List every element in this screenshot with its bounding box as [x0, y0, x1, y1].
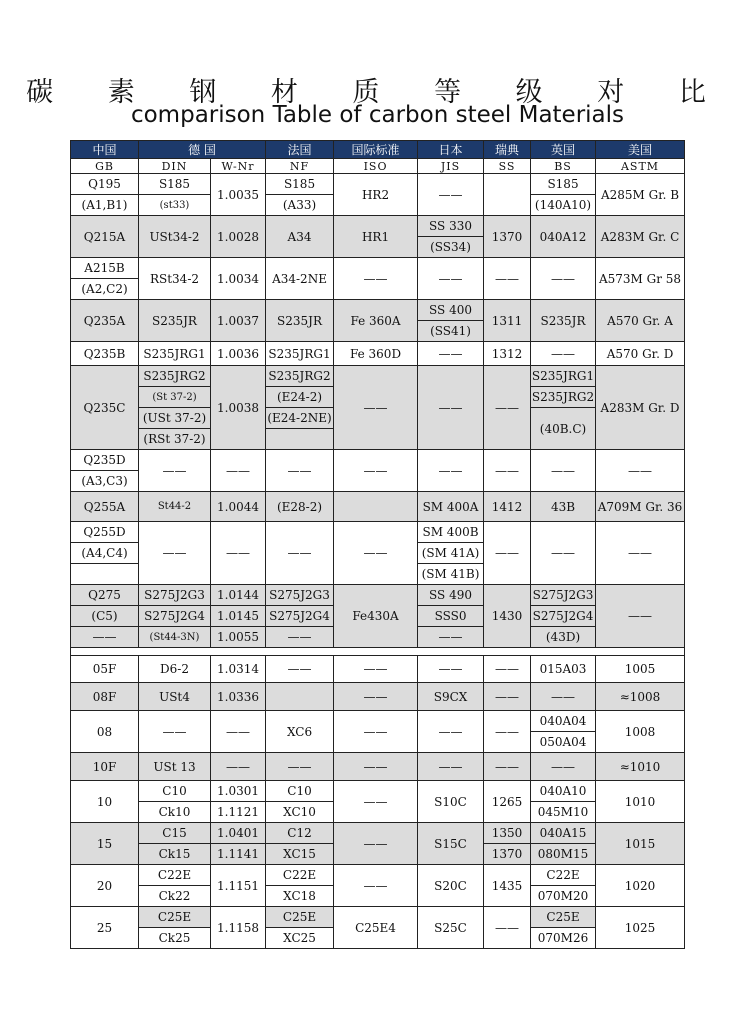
table-cell [71, 564, 139, 585]
table-cell: —— [418, 174, 484, 216]
table-cell: 10F [71, 753, 139, 781]
table-cell: SM 400A [418, 492, 484, 522]
subheader-gb: GB [71, 159, 139, 174]
table-cell: —— [334, 656, 418, 683]
table-cell: 1008 [596, 711, 685, 753]
table-cell: (SS41) [418, 321, 484, 342]
table-cell: SS 330 [418, 216, 484, 237]
table-cell: HR1 [334, 216, 418, 258]
table-cell: —— [484, 450, 531, 492]
table-cell: Q235C [71, 366, 139, 450]
table-cell: (A33) [266, 195, 334, 216]
table-cell: C15 [139, 823, 211, 844]
table-row [71, 300, 685, 321]
steel-comparison-table [70, 140, 685, 949]
table-cell: —— [266, 450, 334, 492]
table-cell: ≈1008 [596, 683, 685, 711]
table-cell: USt34-2 [139, 216, 211, 258]
table-cell: 25 [71, 907, 139, 949]
table-cell: SS 400 [418, 300, 484, 321]
table-cell: 1.0036 [211, 342, 266, 366]
table-cell: S25C [418, 907, 484, 949]
table-cell: (St44-3N) [139, 627, 211, 648]
table-cell: —— [139, 711, 211, 753]
table-cell: 43B [531, 492, 596, 522]
table-cell: 040A15 [531, 823, 596, 844]
table-cell: S20C [418, 865, 484, 907]
header-china: 中国 [71, 141, 139, 159]
table-cell: 045M10 [531, 802, 596, 823]
subheader-din: DIN [139, 159, 211, 174]
table-cell: C25E [266, 907, 334, 928]
table-cell: —— [484, 656, 531, 683]
table-cell: A570 Gr. A [596, 300, 685, 342]
table-cell: —— [71, 627, 139, 648]
table-row [71, 781, 685, 802]
table-cell: —— [334, 753, 418, 781]
table-cell: —— [484, 907, 531, 949]
table-row [71, 711, 685, 732]
table-cell: (40B.C) [531, 408, 596, 450]
table-cell: S235JRG2 [266, 366, 334, 387]
subheader-jis: JIS [418, 159, 484, 174]
table-cell: 1.0401 [211, 823, 266, 844]
table-cell: —— [418, 366, 484, 450]
table-cell: SSS0 [418, 606, 484, 627]
table-cell: 1005 [596, 656, 685, 683]
header-usa: 美国 [596, 141, 685, 159]
table-cell: 1020 [596, 865, 685, 907]
header-japan: 日本 [418, 141, 484, 159]
table-cell: C22E [139, 865, 211, 886]
table-cell: —— [211, 753, 266, 781]
table-cell: S10C [418, 781, 484, 823]
subheader-astm: ASTM [596, 159, 685, 174]
table-cell: C22E [266, 865, 334, 886]
table-cell: (A2,C2) [71, 279, 139, 300]
table-row [71, 865, 685, 886]
table-cell: (C5) [71, 606, 139, 627]
table-cell: S185 [531, 174, 596, 195]
table-cell: —— [418, 753, 484, 781]
table-row [71, 907, 685, 928]
table-cell: (E28-2) [266, 492, 334, 522]
table-cell: XC10 [266, 802, 334, 823]
table-cell: 040A12 [531, 216, 596, 258]
table-cell: A34-2NE [266, 258, 334, 300]
table-cell: (st33) [139, 195, 211, 216]
table-cell: 1370 [484, 844, 531, 865]
table-cell: —— [484, 522, 531, 585]
table-cell: —— [418, 656, 484, 683]
table-cell: USt4 [139, 683, 211, 711]
page-title-english: comparison Table of carbon steel Materials [130, 102, 625, 128]
table-cell: —— [266, 522, 334, 585]
table-cell: —— [484, 366, 531, 450]
table-cell: S275J2G4 [266, 606, 334, 627]
table-cell [266, 683, 334, 711]
table-cell: RSt34-2 [139, 258, 211, 300]
table-cell: 05F [71, 656, 139, 683]
table-cell: —— [596, 585, 685, 648]
table-cell: —— [531, 342, 596, 366]
table-cell: —— [484, 258, 531, 300]
table-cell: —— [211, 450, 266, 492]
table-row [71, 450, 685, 471]
table-row [71, 656, 685, 683]
table-row [71, 683, 685, 711]
table-cell: —— [596, 522, 685, 585]
table-cell: —— [531, 522, 596, 585]
table-cell: 10 [71, 781, 139, 823]
table-cell: A34 [266, 216, 334, 258]
table-cell: S275J2G3 [139, 585, 211, 606]
table-cell: C25E [531, 907, 596, 928]
table-cell: A285M Gr. B [596, 174, 685, 216]
table-cell: 20 [71, 865, 139, 907]
table-cell: HR2 [334, 174, 418, 216]
table-cell: 080M15 [531, 844, 596, 865]
table-row [71, 823, 685, 844]
subheader-row [71, 159, 685, 174]
table-cell: SM 400B [418, 522, 484, 543]
table-cell: S185 [139, 174, 211, 195]
table-cell: —— [266, 753, 334, 781]
subheader-ss: SS [484, 159, 531, 174]
table-cell: (A4,C4) [71, 543, 139, 564]
table-cell: A283M Gr. D [596, 366, 685, 450]
table-cell: (E24-2NE) [266, 408, 334, 429]
table-cell: D6-2 [139, 656, 211, 683]
table-cell: C10 [266, 781, 334, 802]
table-cell: 1265 [484, 781, 531, 823]
table-cell: Q235B [71, 342, 139, 366]
table-cell: —— [334, 258, 418, 300]
page-title-chinese: 碳 素 钢 材 质 等 级 对 比 [26, 77, 729, 108]
table-cell: —— [334, 865, 418, 907]
table-row [71, 492, 685, 522]
table-cell: Ck15 [139, 844, 211, 865]
table-cell: —— [334, 823, 418, 865]
table-cell: S275J2G3 [531, 585, 596, 606]
table-cell: —— [334, 711, 418, 753]
table-cell: XC6 [266, 711, 334, 753]
header-france: 法国 [266, 141, 334, 159]
header-row [71, 141, 685, 159]
table-cell: 1350 [484, 823, 531, 844]
table-cell: —— [418, 342, 484, 366]
table-cell: 1.0034 [211, 258, 266, 300]
table-cell: S275J2G4 [139, 606, 211, 627]
table-cell: 1.0038 [211, 366, 266, 450]
table-cell: —— [418, 627, 484, 648]
table-cell: 1.0035 [211, 174, 266, 216]
table-cell: A573M Gr 58 [596, 258, 685, 300]
header-iso: 国际标准 [334, 141, 418, 159]
table-cell: —— [531, 450, 596, 492]
subheader-nf: NF [266, 159, 334, 174]
table-cell: S9CX [418, 683, 484, 711]
table-row [71, 342, 685, 366]
table-cell: 1015 [596, 823, 685, 865]
table-cell: C22E [531, 865, 596, 886]
table-cell: (SM 41B) [418, 564, 484, 585]
table-cell: 1.1158 [211, 907, 266, 949]
table-cell: —— [418, 450, 484, 492]
table-cell: Ck10 [139, 802, 211, 823]
table-cell: XC18 [266, 886, 334, 907]
table-cell: —— [418, 258, 484, 300]
table-cell: 1.1151 [211, 865, 266, 907]
table-cell: —— [334, 683, 418, 711]
table-cell: 1312 [484, 342, 531, 366]
table-cell: —— [334, 781, 418, 823]
table-cell: 1412 [484, 492, 531, 522]
table-cell: —— [484, 753, 531, 781]
table-cell: Fe 360A [334, 300, 418, 342]
table-cell: —— [531, 683, 596, 711]
table-cell: Q255A [71, 492, 139, 522]
table-cell: S185 [266, 174, 334, 195]
table-cell: S235JRG2 [531, 387, 596, 408]
table-cell: —— [334, 522, 418, 585]
table-cell: S235JRG1 [139, 342, 211, 366]
table-cell [484, 174, 531, 216]
table-cell: —— [334, 366, 418, 450]
table-cell: —— [139, 450, 211, 492]
table-cell: C25E [139, 907, 211, 928]
table-cell: 1.0055 [211, 627, 266, 648]
table-cell: C10 [139, 781, 211, 802]
table-cell: S235JR [266, 300, 334, 342]
table-cell: XC15 [266, 844, 334, 865]
table-cell: —— [531, 753, 596, 781]
table-row [71, 366, 685, 387]
table-cell: —— [418, 711, 484, 753]
table-cell: (SS34) [418, 237, 484, 258]
table-cell: A570 Gr. D [596, 342, 685, 366]
table-cell: —— [266, 627, 334, 648]
subheader-bs: BS [531, 159, 596, 174]
table-cell: S235JR [139, 300, 211, 342]
table-cell: Q235D [71, 450, 139, 471]
table-cell: 1.0336 [211, 683, 266, 711]
table-cell: —— [211, 522, 266, 585]
table-row [71, 585, 685, 606]
table-cell: 1.0037 [211, 300, 266, 342]
table-cell: 1025 [596, 907, 685, 949]
table-cell: 1.0044 [211, 492, 266, 522]
table-cell: 1.0301 [211, 781, 266, 802]
table-cell: 070M26 [531, 928, 596, 949]
table-row [71, 753, 685, 781]
table-row [71, 216, 685, 237]
table-cell: SS 490 [418, 585, 484, 606]
table-cell: 1.0314 [211, 656, 266, 683]
table-cell: (SM 41A) [418, 543, 484, 564]
table-cell: A215B [71, 258, 139, 279]
table-cell: (St 37-2) [139, 387, 211, 408]
table-cell: —— [484, 711, 531, 753]
table-cell: 15 [71, 823, 139, 865]
table-row [71, 174, 685, 195]
table-cell [334, 492, 418, 522]
table-cell: —— [139, 522, 211, 585]
table-cell: 1.0145 [211, 606, 266, 627]
table-cell: (RSt 37-2) [139, 429, 211, 450]
table-cell: (140A10) [531, 195, 596, 216]
table-cell: St44-2 [139, 492, 211, 522]
table-cell: 1435 [484, 865, 531, 907]
table-cell: Ck25 [139, 928, 211, 949]
table-cell: Fe 360D [334, 342, 418, 366]
header-germany: 德 国 [139, 141, 266, 159]
table-cell: 040A04 [531, 711, 596, 732]
subheader-wnr: W-Nr [211, 159, 266, 174]
table-cell: 1311 [484, 300, 531, 342]
table-cell: S275J2G4 [531, 606, 596, 627]
table-cell: 1.0028 [211, 216, 266, 258]
table-cell: Fe430A [334, 585, 418, 648]
table-cell: ≈1010 [596, 753, 685, 781]
table-cell: (E24-2) [266, 387, 334, 408]
table-cell: (A3,C3) [71, 471, 139, 492]
table-cell: A709M Gr. 36 [596, 492, 685, 522]
table-cell: 08F [71, 683, 139, 711]
table-cell: —— [484, 683, 531, 711]
table-cell: 08 [71, 711, 139, 753]
table-cell: 1430 [484, 585, 531, 648]
table-cell: C12 [266, 823, 334, 844]
table-cell: 1370 [484, 216, 531, 258]
table-cell: —— [531, 258, 596, 300]
table-cell: —— [334, 450, 418, 492]
table-cell: S235JRG1 [266, 342, 334, 366]
subheader-iso: ISO [334, 159, 418, 174]
table-cell [266, 429, 334, 450]
table-cell: (A1,B1) [71, 195, 139, 216]
table-cell: 1.1121 [211, 802, 266, 823]
table-cell: —— [211, 711, 266, 753]
table-cell: Q255D [71, 522, 139, 543]
table-cell: 040A10 [531, 781, 596, 802]
table-cell: 1.1141 [211, 844, 266, 865]
table-cell: Ck22 [139, 886, 211, 907]
table-cell: —— [266, 656, 334, 683]
header-uk: 英国 [531, 141, 596, 159]
table-row [71, 258, 685, 279]
table-cell: USt 13 [139, 753, 211, 781]
table-cell: Q235A [71, 300, 139, 342]
table-cell: 1010 [596, 781, 685, 823]
table-cell: C25E4 [334, 907, 418, 949]
table-cell: (43D) [531, 627, 596, 648]
table-cell: XC25 [266, 928, 334, 949]
section-gap [71, 648, 685, 656]
table-cell: 070M20 [531, 886, 596, 907]
table-cell: S235JRG1 [531, 366, 596, 387]
table-cell: Q215A [71, 216, 139, 258]
table-cell: S15C [418, 823, 484, 865]
table-cell: S235JRG2 [139, 366, 211, 387]
table-cell: 015A03 [531, 656, 596, 683]
table-cell: (USt 37-2) [139, 408, 211, 429]
table-cell: S235JR [531, 300, 596, 342]
table-cell: A283M Gr. C [596, 216, 685, 258]
table-cell: —— [596, 450, 685, 492]
header-sweden: 瑞典 [484, 141, 531, 159]
table-cell: S275J2G3 [266, 585, 334, 606]
table-cell: 1.0144 [211, 585, 266, 606]
table-row [71, 522, 685, 543]
table-cell: Q195 [71, 174, 139, 195]
table-cell: Q275 [71, 585, 139, 606]
table-cell: 050A04 [531, 732, 596, 753]
